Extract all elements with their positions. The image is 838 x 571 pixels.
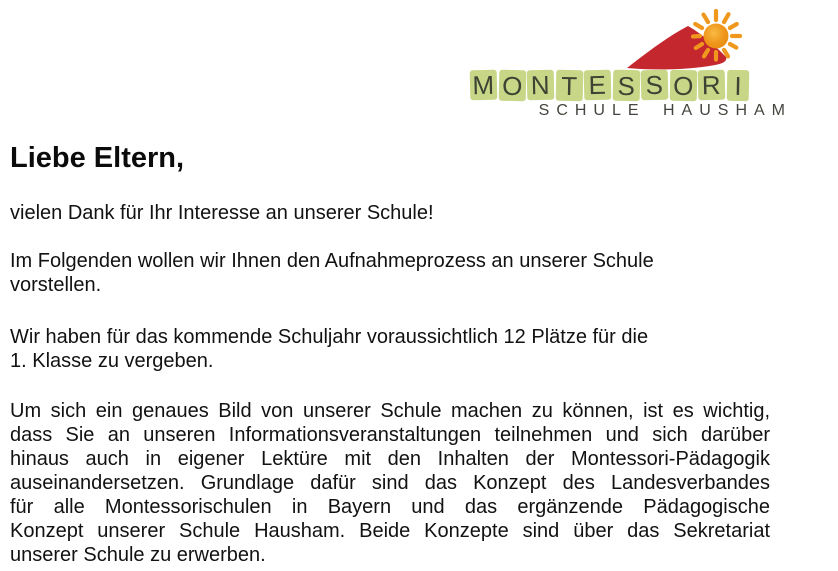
text-line: hinaus auch in eigener Lektüre mit den Inhalten der Montessori-Pädagogik <box>10 448 770 470</box>
text-line: Um sich ein genaues Bild von unserer Schule machen zu können, ist es wichtig, <box>10 400 770 422</box>
logo-wordmark <box>470 70 749 101</box>
text-line: dass Sie an unseren Informationsveranstaltungen teilnehmen und sich darüber <box>10 424 770 446</box>
text-line: Im Folgenden wollen wir Ihnen den Aufnahmeprozess an unserer Schule <box>10 250 654 272</box>
paragraph <box>10 201 770 225</box>
text-line: Konzept unserer Schule Hausham. Beide Konzepte sind über das Sekretariat <box>10 520 770 542</box>
paragraph <box>10 249 770 297</box>
text-line: vorstellen. <box>10 274 102 296</box>
wordmark-letter-tile: N <box>527 70 554 101</box>
text-line: vielen Dank für Ihr Interesse an unserer Schule! <box>10 202 434 224</box>
wordmark-letter-tile: M <box>470 70 497 101</box>
paragraph <box>10 399 770 567</box>
logo-mark <box>625 0 745 75</box>
wordmark-letter-tile: T <box>555 70 582 102</box>
logo-subtitle: SCHULE HAUSHAM <box>538 102 792 119</box>
salutation-heading: Liebe Eltern, <box>10 142 185 174</box>
school-logo <box>455 0 800 126</box>
text-line: für alle Montessorischulen in Bayern und das ergänzende Pädagogische <box>10 496 770 518</box>
wordmark-letter-tile: O <box>498 70 525 102</box>
paragraph <box>10 325 770 373</box>
text-line: Wir haben für das kommende Schuljahr voraussichtlich 12 Plätze für die <box>10 326 649 348</box>
text-line: 1. Klasse zu vergeben. <box>10 350 214 372</box>
text-line: unserer Schule zu erwerben. <box>10 544 266 566</box>
wordmark-letter-tile: E <box>584 70 611 101</box>
text-line: auseinandersetzen. Grundlage dafür sind das Konzept des Landesverbandes <box>10 472 770 494</box>
wordmark-letter-tile: O <box>669 70 696 102</box>
wordmark-letter-tile: S <box>612 70 639 102</box>
letter-body <box>10 141 770 567</box>
letter-paragraphs <box>10 201 770 567</box>
wordmark-letter-tile: I <box>726 70 749 101</box>
wordmark-letter-tile: R <box>698 70 725 101</box>
wordmark-letter-tile: S <box>641 70 668 101</box>
